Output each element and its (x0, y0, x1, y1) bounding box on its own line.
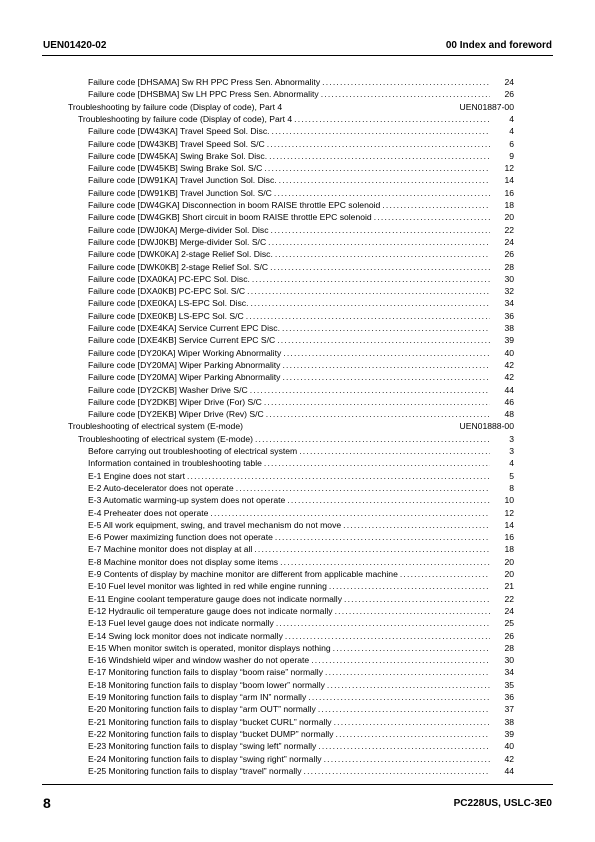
toc-entry-page: 8 (509, 482, 514, 493)
toc-dot-leader (282, 322, 490, 334)
toc-entry[interactable] (88, 236, 514, 248)
toc-entry[interactable] (88, 593, 514, 605)
toc-entry[interactable] (88, 211, 514, 223)
toc-entry[interactable] (88, 605, 514, 617)
toc-entry[interactable] (88, 248, 514, 260)
toc-section-heading[interactable] (68, 101, 514, 113)
toc-entry-page: 26 (504, 89, 514, 100)
toc-dot-leader (279, 174, 490, 186)
toc-entry[interactable] (88, 507, 514, 519)
toc-dot-leader (311, 654, 490, 666)
toc-entry-page: 34 (504, 298, 514, 309)
toc-section-heading[interactable] (68, 420, 514, 432)
toc-entry[interactable] (88, 76, 514, 88)
footer-rule (42, 784, 553, 785)
toc-dot-leader (275, 531, 490, 543)
toc-entry-title: E-1 Engine does not start (88, 470, 185, 481)
toc-entry-title: Failure code [DY2CKB] Washer Drive S/C (88, 384, 248, 395)
toc-entry[interactable] (88, 642, 514, 654)
toc-entry[interactable] (88, 224, 514, 236)
toc-dot-leader (264, 457, 490, 469)
toc-entry[interactable] (88, 666, 514, 678)
toc-entry-page: 24 (504, 77, 514, 87)
toc-entry[interactable] (88, 556, 514, 568)
toc-entry-page: 14 (504, 175, 514, 186)
toc-entry[interactable] (88, 88, 514, 100)
header-doc-code: UEN01420-02 (43, 40, 107, 51)
toc-entry-title: Troubleshooting by failure code (Display of code), Part 4 (68, 101, 283, 112)
toc-entry-page: 21 (504, 581, 514, 592)
toc-entry-title: E-11 Engine coolant temperature gauge does not indicate normally (88, 593, 342, 604)
toc-entry-page: 12 (504, 507, 514, 518)
toc-entry-title: Failure code [DY20KA] Wiper Working Abnormality (88, 347, 282, 358)
toc-entry-title: Failure code [DWJ0KB] Merge-divider Sol. S/C (88, 236, 267, 247)
toc-entry-page: 4 (509, 126, 514, 137)
toc-entry-page: 24 (504, 605, 514, 616)
toc-entry-page: 36 (504, 692, 514, 702)
toc-entry[interactable] (88, 630, 514, 642)
toc-entry-title: E-4 Preheater does not operate (88, 507, 209, 518)
toc-entry-title: E-23 Monitoring function fails to display “swing left” normally (88, 741, 317, 752)
toc-entry[interactable] (78, 433, 514, 445)
toc-dot-leader (321, 88, 490, 100)
toc-dot-leader (308, 691, 490, 703)
toc-dot-leader (276, 617, 490, 629)
toc-entry[interactable] (88, 297, 514, 309)
toc-entry[interactable] (88, 322, 514, 334)
toc-entry-page: 6 (509, 138, 514, 149)
toc-entry[interactable] (88, 765, 514, 777)
toc-entry-page: 14 (504, 519, 514, 530)
toc-entry-page: 46 (504, 396, 514, 407)
header-section-title: 00 Index and foreword (445, 40, 552, 51)
toc-entry-title: E-18 Monitoring function fails to display “boom lower” normally (88, 679, 325, 690)
toc-dot-leader (268, 236, 490, 248)
toc-entry[interactable] (88, 285, 514, 297)
toc-entry-title: Failure code [DW45KB] Swing Brake Sol. S/C (88, 163, 263, 174)
toc-entry-page: 39 (504, 335, 514, 346)
toc-entry-title: Before carrying out troubleshooting of electrical system (88, 446, 298, 456)
toc-entry[interactable] (88, 679, 514, 691)
toc-entry-page: 30 (504, 655, 514, 666)
toc-dot-leader (210, 507, 490, 519)
toc-entry-page: 44 (504, 384, 514, 395)
toc-dot-leader (285, 630, 490, 642)
toc-entry-title: Failure code [DXE0KB] LS-EPC Sol. S/C (88, 310, 244, 321)
toc-dot-leader (324, 753, 490, 765)
toc-dot-leader (236, 482, 490, 494)
toc-dot-leader (344, 593, 490, 605)
toc-entry-page: 22 (504, 224, 514, 235)
toc-entry[interactable] (88, 310, 514, 322)
toc-entry-page: 28 (504, 261, 514, 272)
toc-entry-page: 40 (504, 347, 514, 358)
toc-entry[interactable] (88, 691, 514, 703)
toc-dot-leader (270, 261, 490, 273)
toc-entry[interactable] (88, 396, 514, 408)
toc-entry-page: 42 (504, 359, 514, 370)
toc-entry-page: 3 (509, 446, 514, 456)
toc-entry-title: E-20 Monitoring function fails to display “arm OUT” normally (88, 704, 316, 715)
toc-dot-leader (287, 494, 490, 506)
toc-entry[interactable] (88, 703, 514, 715)
toc-dot-leader (299, 445, 490, 457)
toc-entry-title: E-3 Automatic warming-up system does not operate (88, 495, 286, 506)
toc-entry-page: 42 (504, 372, 514, 383)
toc-entry-page: 22 (504, 593, 514, 604)
toc-entry-title: Failure code [DHSAMA] Sw RH PPC Press Sen. Abnormality (88, 77, 321, 87)
toc-entry-title: E-15 When monitor switch is operated, monitor displays nothing (88, 642, 331, 653)
toc-entry-title: Failure code [DXA0KB] PC-EPC Sol. S/C (88, 286, 246, 297)
toc-entry-title: Failure code [DXE4KB] Service Current EPC S/C (88, 335, 276, 346)
toc-dot-leader (272, 125, 490, 137)
toc-dot-leader (266, 408, 490, 420)
toc-entry-title: Troubleshooting by failure code (Display of code), Part 4 (78, 113, 293, 124)
toc-entry[interactable] (88, 482, 514, 494)
toc-entry-title: E-24 Monitoring function fails to display “swing right” normally (88, 753, 322, 764)
toc-dot-leader (187, 470, 490, 482)
toc-entry[interactable] (88, 371, 514, 383)
toc-entry-page: 4 (509, 458, 514, 469)
toc-entry-title: E-6 Power maximizing function does not operate (88, 532, 273, 543)
toc-dot-leader (322, 76, 490, 88)
footer-page-number: 8 (43, 795, 51, 811)
toc-entry[interactable] (88, 753, 514, 765)
toc-dot-leader (269, 150, 490, 162)
toc-dot-leader (318, 703, 490, 715)
toc-entry-title: Failure code [DY2EKB] Wiper Drive (Rev) S/C (88, 409, 264, 420)
toc-entry[interactable] (88, 543, 514, 555)
toc-entry-title: Failure code [DW91KB] Travel Junction Sol. S/C (88, 187, 272, 198)
toc-dot-leader (282, 359, 490, 371)
toc-dot-leader (275, 248, 490, 260)
toc-dot-leader (264, 396, 490, 408)
toc-entry-page: 38 (504, 323, 514, 333)
toc-entry-title: E-19 Monitoring function fails to display “arm IN” normally (88, 692, 307, 702)
toc-entry-title: E-16 Windshield wiper and window washer do not operate (88, 655, 310, 666)
toc-entry[interactable] (78, 113, 514, 125)
toc-entry-title: Troubleshooting of electrical system (E-mode) (68, 421, 243, 432)
toc-entry-title: Information contained in troubleshooting table (88, 458, 262, 469)
toc-entry-page: 20 (504, 212, 514, 223)
toc-dot-leader (250, 384, 490, 396)
toc-entry-page: 20 (504, 556, 514, 567)
toc-entry-title: Failure code [DW43KA] Travel Speed Sol. Disc. (88, 126, 270, 137)
toc-entry-page: 9 (509, 150, 514, 161)
toc-entry[interactable] (88, 199, 514, 211)
toc-entry[interactable] (88, 359, 514, 371)
toc-dot-leader (267, 138, 490, 150)
toc-entry-page: 38 (504, 716, 514, 727)
toc-entry-page: 10 (504, 495, 514, 506)
toc-entry-title: E-8 Machine monitor does not display some items (88, 556, 279, 567)
toc-entry-title: E-21 Monitoring function fails to display “bucket CURL” normally (88, 716, 332, 727)
toc-dot-leader (327, 679, 490, 691)
toc-entry-title: Failure code [DW45KA] Swing Brake Sol. Disc. (88, 150, 268, 161)
toc-dot-leader (255, 433, 490, 445)
toc-entry-page: 25 (504, 618, 514, 629)
toc-entry-title: Failure code [DW43KB] Travel Speed Sol. S/C (88, 138, 265, 149)
toc-entry[interactable] (88, 568, 514, 580)
toc-dot-leader (250, 297, 490, 309)
toc-entry[interactable] (88, 654, 514, 666)
toc-entry[interactable] (88, 187, 514, 199)
toc-dot-leader (274, 187, 490, 199)
toc-entry[interactable] (88, 740, 514, 752)
toc-entry[interactable] (88, 174, 514, 186)
toc-entry-page: 3 (509, 433, 514, 444)
toc-entry-page: 37 (504, 704, 514, 715)
toc-section-code: UEN01888-00 (459, 421, 514, 432)
toc-entry-title: E-25 Monitoring function fails to display “travel” normally (88, 765, 302, 776)
toc-dot-leader (343, 519, 490, 531)
toc-entry-title: E-9 Contents of display by machine monitor are different from applicable machine (88, 569, 398, 579)
toc-dot-leader (282, 371, 490, 383)
toc-entry-page: 26 (504, 630, 514, 641)
toc-entry-page: 26 (504, 249, 514, 260)
toc-entry-page: 36 (504, 310, 514, 321)
toc-entry[interactable] (88, 617, 514, 629)
toc-dot-leader (304, 765, 490, 777)
toc-dot-leader (254, 543, 490, 555)
toc-entry-title: Failure code [DY20MA] Wiper Parking Abnormality (88, 359, 281, 370)
toc-entry[interactable] (88, 334, 514, 346)
toc-entry-title: E-2 Auto-decelerator does not operate (88, 482, 234, 493)
toc-entry-title: Failure code [DHSBMA] Sw LH PPC Press Sen. Abnormality (88, 89, 319, 100)
toc-dot-leader (329, 580, 490, 592)
toc-entry-page: 18 (504, 544, 514, 555)
toc-entry-title: Troubleshooting of electrical system (E-mode) (78, 433, 253, 444)
toc-entry-title: E-10 Fuel level monitor was lighted in red while engine running (88, 581, 327, 592)
toc-entry-title: E-7 Machine monitor does not display at all (88, 544, 253, 555)
toc-entry-title: Failure code [DW4GKA] Disconnection in boom RAISE throttle EPC solenoid (88, 200, 381, 210)
toc-entry-title: E-5 All work equipment, swing, and travel mechanism do not move (88, 519, 342, 530)
toc-entry[interactable] (88, 261, 514, 273)
toc-entry-page: 40 (504, 741, 514, 752)
toc-dot-leader (336, 728, 491, 740)
toc-entry-title: Failure code [DWK0KB] 2-stage Relief Sol. S/C (88, 261, 269, 272)
footer-model: PC228US, USLC-3E0 (453, 798, 552, 809)
toc-entry-page: 42 (504, 753, 514, 764)
header-rule (42, 55, 553, 56)
toc-entry[interactable] (88, 408, 514, 420)
toc-entry[interactable] (88, 445, 514, 457)
toc-dot-leader (382, 199, 490, 211)
toc-dot-leader (277, 334, 490, 346)
toc-dot-leader (333, 642, 490, 654)
toc-entry[interactable] (88, 519, 514, 531)
toc-entry-page: 24 (504, 236, 514, 247)
toc-entry[interactable] (88, 580, 514, 592)
toc-entry[interactable] (88, 150, 514, 162)
toc-entry-title: Failure code [DW91KA] Travel Junction Sol. Disc. (88, 175, 277, 186)
toc-entry-title: E-22 Monitoring function fails to display “bucket DUMP” normally (88, 728, 334, 739)
toc-section-code: UEN01887-00 (459, 101, 514, 112)
toc-entry-title: Failure code [DY20MA] Wiper Parking Abnormality (88, 372, 281, 383)
toc-entry-title: Failure code [DWJ0KA] Merge-divider Sol. Disc (88, 224, 269, 235)
toc-entry[interactable] (88, 470, 514, 482)
toc-entry[interactable] (88, 347, 514, 359)
toc-entry[interactable] (88, 728, 514, 740)
toc-entry[interactable] (88, 494, 514, 506)
toc-dot-leader (280, 556, 490, 568)
toc-entry-title: Failure code [DXA0KA] PC-EPC Sol. Disc. (88, 273, 250, 284)
toc-dot-leader (325, 666, 490, 678)
toc-entry-page: 20 (504, 569, 514, 579)
toc-entry-title: Failure code [DW4GKB] Short circuit in boom RAISE throttle EPC solenoid (88, 212, 372, 223)
toc-dot-leader (374, 211, 490, 223)
toc-entry-title: Failure code [DXE0KA] LS-EPC Sol. Disc. (88, 298, 249, 309)
toc-dot-leader (318, 740, 490, 752)
toc-entry[interactable] (88, 138, 514, 150)
toc-dot-leader (400, 568, 490, 580)
toc-entry-page: 39 (504, 728, 514, 739)
toc-dot-leader (334, 716, 490, 728)
toc-dot-leader (246, 310, 490, 322)
toc-dot-leader (264, 162, 490, 174)
toc-entry-page: 28 (504, 642, 514, 653)
toc-entry-page: 48 (504, 409, 514, 420)
toc-entry-title: E-14 Swing lock monitor does not indicate normally (88, 630, 283, 641)
toc-entry-page: 44 (504, 765, 514, 776)
toc-entry-title: E-17 Monitoring function fails to display “boom raise” normally (88, 667, 323, 678)
toc-entry[interactable] (88, 125, 514, 137)
toc-entry-page: 16 (504, 187, 514, 198)
toc-dot-leader (271, 224, 490, 236)
toc-dot-leader (252, 273, 490, 285)
toc-entry[interactable] (88, 531, 514, 543)
toc-entry[interactable] (88, 162, 514, 174)
toc-entry-title: Failure code [DY2DKB] Wiper Drive (For) S/C (88, 396, 262, 407)
toc-dot-leader (294, 113, 490, 125)
toc-entry-page: 32 (504, 286, 514, 297)
toc-entry-page: 30 (504, 273, 514, 284)
toc-entry-page: 4 (509, 113, 514, 124)
toc-entry-title: E-12 Hydraulic oil temperature gauge does not indicate normally (88, 605, 333, 616)
toc-entry-title: Failure code [DXE4KA] Service Current EPC Disc. (88, 323, 280, 333)
toc-entry-page: 35 (504, 679, 514, 690)
toc-entry-title: Failure code [DWK0KA] 2-stage Relief Sol. Disc. (88, 249, 273, 260)
toc-entry-page: 18 (504, 200, 514, 210)
toc-entry[interactable] (88, 457, 514, 469)
toc-entry-page: 5 (509, 470, 514, 481)
toc-entry[interactable] (88, 716, 514, 728)
toc-entry-page: 16 (504, 532, 514, 543)
toc-entry[interactable] (88, 384, 514, 396)
toc-entry[interactable] (88, 273, 514, 285)
toc-entry-page: 34 (504, 667, 514, 678)
toc-entry-page: 12 (504, 163, 514, 174)
toc-dot-leader (247, 285, 490, 297)
toc-dot-leader (335, 605, 490, 617)
toc-entry-title: E-13 Fuel level gauge does not indicate normally (88, 618, 274, 629)
toc-dot-leader (283, 347, 490, 359)
